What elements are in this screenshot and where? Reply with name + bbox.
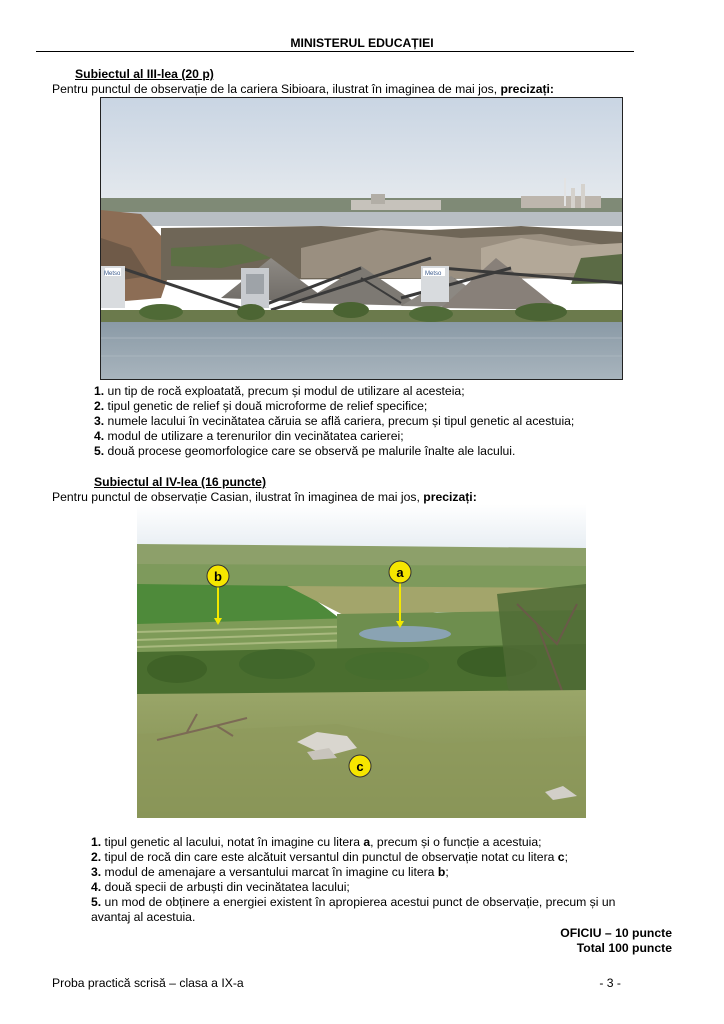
subject-4-item-5: 5. un mod de obținere a energiei existent în apropierea acestui punct de observație, precum și un bbox=[91, 895, 616, 909]
subject-3-intro-text: Pentru punctul de observație de la cariera Sibioara, ilustrat în imaginea de mai jos, bbox=[52, 82, 501, 96]
header-divider bbox=[36, 51, 634, 52]
subject-3-item-4: 4. modul de utilizare a terenurilor din vecinătatea carierei; bbox=[94, 429, 404, 443]
quarry-sign-left: Metso bbox=[104, 271, 121, 277]
quarry-photo bbox=[100, 97, 623, 380]
quarry-photo-illustration bbox=[101, 98, 622, 379]
oficiu-points: OFICIU – 10 puncte bbox=[560, 926, 672, 940]
subject-3-item-3: 3. numele lacului în vecinătatea căruia se află cariera, precum și tipul genetic al acestuia; bbox=[94, 414, 575, 428]
subject-4-item-1: 1. tipul genetic al lacului, notat în imagine cu litera a, precum și o funcție a acestuia; bbox=[91, 835, 542, 849]
casian-photo-illustration bbox=[137, 504, 586, 818]
page-header-title: MINISTERUL EDUCAȚIEI bbox=[290, 36, 434, 50]
subject-4-intro-text: Pentru punctul de observație Casian, ilustrat în imaginea de mai jos, bbox=[52, 490, 424, 504]
casian-photo bbox=[137, 504, 586, 818]
subject-3-intro bbox=[52, 82, 554, 96]
subject-4-title: Subiectul al IV-lea (16 puncte) bbox=[94, 475, 267, 489]
footer-exam-name: Proba practică scrisă – clasa a IX-a bbox=[52, 976, 244, 990]
total-points: Total 100 puncte bbox=[576, 941, 672, 955]
marker-c-label: c bbox=[356, 759, 364, 774]
subject-4-item-3: 3. modul de amenajare a versantului marcat în imagine cu litera b; bbox=[91, 865, 449, 879]
subject-4-item-4: 4. două specii de arbuști din vecinătatea lacului; bbox=[91, 880, 350, 894]
subject-3-item-2: 2. tipul genetic de relief și două microforme de relief specifice; bbox=[94, 399, 428, 413]
subject-4-item-2: 2. tipul de rocă din care este alcătuit versantul din punctul de observație notat cu litera c; bbox=[91, 850, 568, 864]
subject-3-intro-bold: precizați: bbox=[500, 82, 554, 96]
subject-4-intro bbox=[52, 490, 477, 504]
subject-3-title: Subiectul al III-lea (20 p) bbox=[75, 67, 214, 81]
subject-4-item-5-continued: avantaj al acestuia. bbox=[91, 910, 196, 924]
subject-3-item-1: 1. un tip de rocă exploatată, precum și modul de utilizare al acesteia; bbox=[94, 384, 465, 398]
footer-page-number: - 3 - bbox=[599, 976, 621, 990]
marker-b-label: b bbox=[214, 569, 222, 584]
quarry-sign-right: Metso bbox=[425, 271, 442, 277]
subject-3-item-5: 5. două procese geomorfologice care se observă pe malurile înalte ale lacului. bbox=[94, 444, 516, 458]
marker-a-label: a bbox=[396, 565, 404, 580]
subject-4-intro-bold: precizați: bbox=[423, 490, 477, 504]
